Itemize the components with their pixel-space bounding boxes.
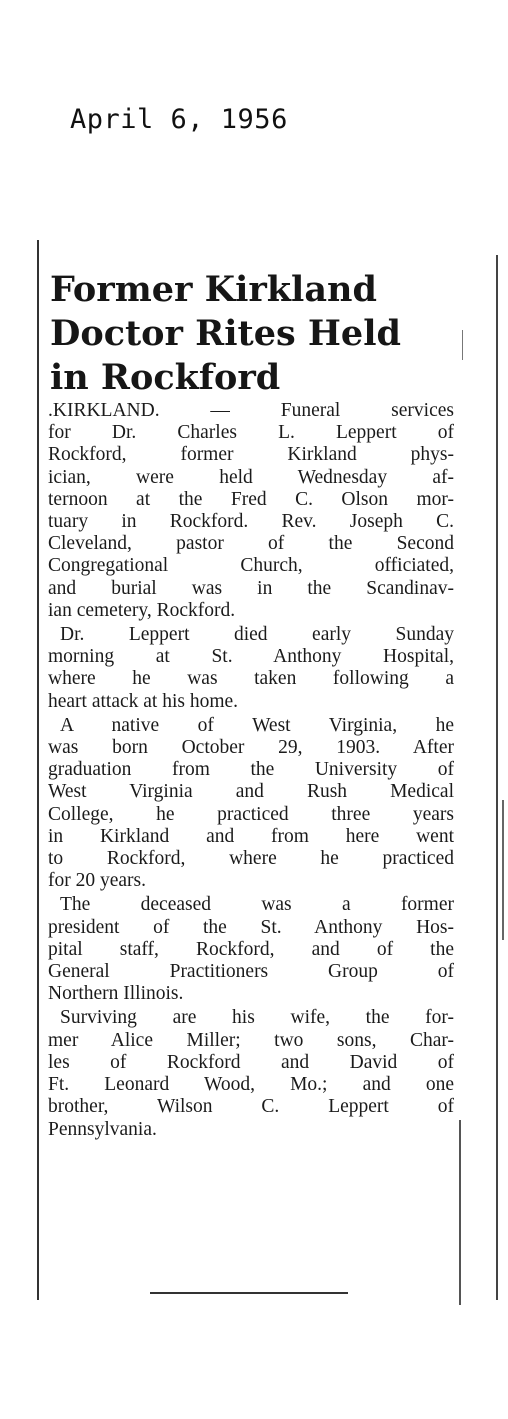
text-line: heart attack at his home. xyxy=(48,690,239,712)
clipping-date: April 6, 1956 xyxy=(70,104,288,135)
clipping-right-mark xyxy=(462,330,463,360)
text-line: where he was taken following a xyxy=(48,668,454,690)
text-line: was born October 29, 1903. After xyxy=(48,737,454,759)
paragraph-biography xyxy=(48,715,454,893)
paragraph-death xyxy=(48,624,454,713)
text-line: president of the St. Anthony Hos- xyxy=(48,916,454,938)
headline-line: Former Kirkland xyxy=(50,269,377,310)
text-line: tuary in Rockford. Rev. Joseph C. xyxy=(48,511,454,533)
text-line: Rockford, former Kirkland phys- xyxy=(48,444,454,466)
headline-line: in Rockford xyxy=(50,357,281,398)
clipping-edge-mark xyxy=(502,800,504,940)
text-line: and burial was in the Scandinav- xyxy=(48,577,454,599)
text-line: mer Alice Miller; two sons, Char- xyxy=(48,1029,454,1051)
text-line: brother, Wilson C. Leppert of xyxy=(48,1096,454,1118)
text-line: morning at St. Anthony Hospital, xyxy=(48,646,454,668)
text-line: ician, were held Wednesday af- xyxy=(48,466,454,488)
clipping-right-mark-lower xyxy=(459,1120,461,1305)
text-line: Cleveland, pastor of the Second xyxy=(48,533,454,555)
text-line: graduation from the University of xyxy=(48,759,454,781)
text-line: pital staff, Rockford, and of the xyxy=(48,938,454,960)
end-of-article-rule xyxy=(150,1292,348,1294)
article-body xyxy=(48,400,454,1141)
text-line: ternoon at the Fred C. Olson mor- xyxy=(48,488,454,510)
headline-line: Doctor Rites Held xyxy=(50,313,401,354)
text-line: Surviving are his wife, the for- xyxy=(60,1007,454,1029)
text-line: for 20 years. xyxy=(48,870,147,892)
text-line: General Practitioners Group of xyxy=(48,961,454,983)
text-line: Northern Illinois. xyxy=(48,983,184,1005)
clipping-left-rule xyxy=(37,240,39,1300)
text-line: in Kirkland and from here went xyxy=(48,825,454,847)
text-line: Pennsylvania. xyxy=(48,1118,157,1140)
paragraph-funeral xyxy=(48,400,454,622)
text-line: ian cemetery, Rockford. xyxy=(48,599,236,621)
text-line: Ft. Leonard Wood, Mo.; and one xyxy=(48,1074,454,1096)
clipping-right-rule xyxy=(496,255,498,1300)
paragraph-career xyxy=(48,894,454,1005)
text-line: for Dr. Charles L. Leppert of xyxy=(48,422,454,444)
text-line: A native of West Virginia, he xyxy=(60,714,454,736)
text-line: The deceased was a former xyxy=(60,894,454,916)
text-line: to Rockford, where he practiced xyxy=(48,848,454,870)
text-line: Congregational Church, officiated, xyxy=(48,555,454,577)
text-line: les of Rockford and David of xyxy=(48,1051,454,1073)
paragraph-survivors xyxy=(48,1007,454,1140)
article-headline xyxy=(50,268,450,400)
text-line: West Virginia and Rush Medical xyxy=(48,781,454,803)
text-line: Dr. Leppert died early Sunday xyxy=(60,624,454,646)
text-line: College, he practiced three years xyxy=(48,803,454,825)
text-line: .KIRKLAND. — Funeral services xyxy=(48,400,454,421)
